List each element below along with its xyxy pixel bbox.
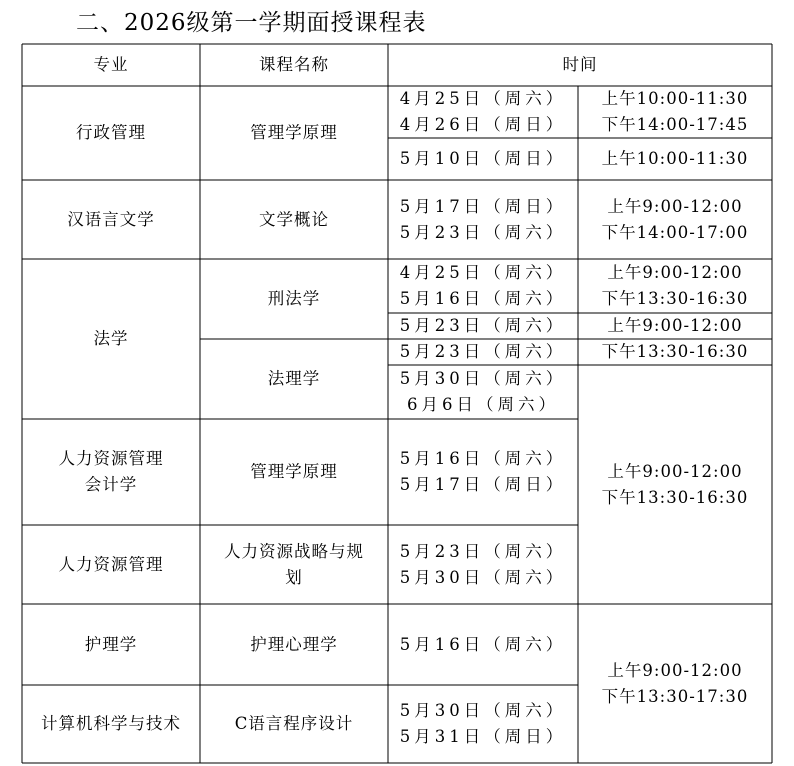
dates-hr xyxy=(388,525,578,604)
major-cs: 计算机科学与技术 xyxy=(41,714,181,733)
course-nursing-psychology: 护理心理学 xyxy=(250,634,338,654)
page-title: 二、2026级第一学期面授课程表 xyxy=(76,10,427,36)
dates-hr-accounting xyxy=(388,419,578,525)
course-literature: 文学概论 xyxy=(259,209,329,229)
date-line: 5月31日（周日） xyxy=(399,727,567,746)
dates-jurisprudence-1 xyxy=(388,339,578,365)
times-criminal-2 xyxy=(578,313,772,339)
major-chinese: 汉语言文学 xyxy=(67,209,155,229)
major-line: 人力资源管理 xyxy=(58,449,164,468)
date-line: 5月23日（周六） xyxy=(399,316,567,335)
time-line: 上午9:00-12:00 xyxy=(607,660,743,680)
header-major: 专业 xyxy=(93,55,129,74)
major-hr: 人力资源管理 xyxy=(58,554,164,574)
dates-admin-2 xyxy=(388,138,578,180)
time-line: 下午13:30-16:30 xyxy=(601,342,749,361)
date-line: 4月25日（周六） xyxy=(399,263,567,282)
header-course: 课程名称 xyxy=(259,55,329,74)
date-line: 4月25日（周六） xyxy=(399,89,567,108)
date-line: 5月30日（周六） xyxy=(399,567,567,587)
date-line: 5月16日（周六） xyxy=(399,449,567,468)
course-line: 划 xyxy=(285,567,303,587)
date-line: 5月23日（周六） xyxy=(399,541,567,561)
date-line: 5月23日（周六） xyxy=(399,222,567,242)
major-admin: 行政管理 xyxy=(76,123,146,142)
course-hr-strategy xyxy=(200,525,388,604)
times-admin-1 xyxy=(578,86,772,138)
time-line: 下午13:30-16:30 xyxy=(601,289,749,308)
dates-criminal-1 xyxy=(388,259,578,313)
course-line: 人力资源战略与规 xyxy=(224,541,364,561)
course-management-principles-2: 管理学原理 xyxy=(250,462,338,481)
dates-jurisprudence-2 xyxy=(388,365,578,419)
time-line: 上午9:00-12:00 xyxy=(607,461,743,481)
date-line: 4月26日（周日） xyxy=(399,115,567,134)
time-line: 上午9:00-12:00 xyxy=(607,316,743,335)
course-management-principles: 管理学原理 xyxy=(250,123,338,142)
times-admin-2 xyxy=(578,138,772,180)
time-line: 下午13:30-16:30 xyxy=(601,487,749,507)
times-merged-2 xyxy=(578,604,772,763)
time-line: 上午9:00-12:00 xyxy=(607,263,743,282)
course-jurisprudence: 法理学 xyxy=(267,369,321,388)
time-line: 下午14:00-17:00 xyxy=(601,222,749,242)
times-merged-1 xyxy=(578,365,772,604)
date-line: 5月16日（周六） xyxy=(399,289,567,308)
course-c-programming: C语言程序设计 xyxy=(234,714,354,733)
date-line: 5月16日（周六） xyxy=(399,634,567,654)
time-line: 上午10:00-11:30 xyxy=(601,89,749,108)
date-line: 5月23日（周六） xyxy=(399,342,567,361)
major-hr-accounting xyxy=(22,419,200,525)
time-line: 下午14:00-17:45 xyxy=(601,115,749,134)
dates-admin-1 xyxy=(388,86,578,138)
times-criminal-1 xyxy=(578,259,772,313)
date-line: 5月10日（周日） xyxy=(399,149,567,168)
dates-chinese xyxy=(388,180,578,259)
date-line: 5月17日（周日） xyxy=(399,196,567,216)
course-criminal-law: 刑法学 xyxy=(267,289,321,308)
dates-nursing xyxy=(388,604,578,685)
dates-criminal-2 xyxy=(388,313,578,339)
time-line: 上午10:00-11:30 xyxy=(601,149,749,168)
date-line: 5月17日（周日） xyxy=(399,475,567,494)
times-chinese xyxy=(578,180,772,259)
major-line: 会计学 xyxy=(84,475,138,494)
times-jurisprudence-1 xyxy=(578,339,772,365)
dates-cs xyxy=(388,685,578,763)
major-law: 法学 xyxy=(93,329,129,348)
time-line: 上午9:00-12:00 xyxy=(607,196,743,216)
header-time: 时间 xyxy=(562,55,598,74)
date-line: 5月30日（周六） xyxy=(399,369,567,388)
date-line: 5月30日（周六） xyxy=(399,701,567,720)
time-line: 下午13:30-17:30 xyxy=(601,686,749,706)
date-line: 6月6日（周六） xyxy=(407,395,559,414)
major-nursing: 护理学 xyxy=(84,634,138,654)
